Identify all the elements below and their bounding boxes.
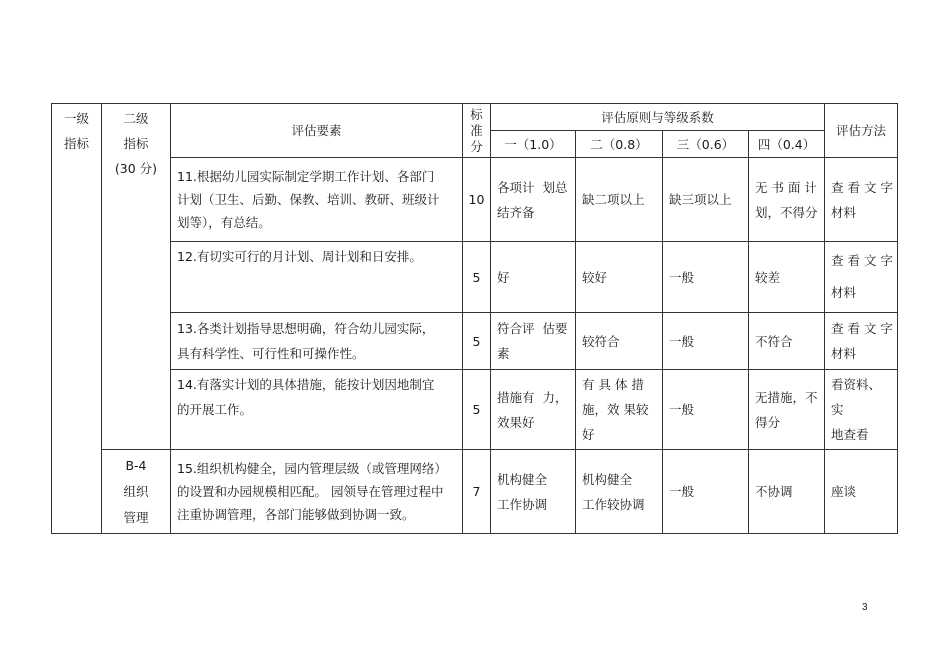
table-row [52, 370, 898, 450]
level1-header-line2: 指标 [63, 136, 89, 151]
grade-4-cell [749, 158, 825, 242]
grade-line: 结齐备 [497, 204, 535, 220]
score-cell: 5 [463, 370, 491, 450]
grade-4-cell [749, 370, 825, 450]
grade-line: 符合评 估要 [497, 321, 568, 336]
table-row [52, 450, 898, 534]
grade-line: 效果好 [497, 414, 535, 430]
grade-4-cell [749, 242, 825, 313]
grade-2-cell [576, 450, 663, 534]
grade-3-cell [663, 242, 749, 313]
method-line: 地查看 [831, 427, 869, 442]
level2-header-line2: 指标 [123, 136, 149, 151]
method-line: 看资料、实 [831, 377, 882, 417]
level1-header-line1: 一级 [63, 111, 89, 126]
method-line: 材料 [831, 346, 857, 361]
element-cell [171, 313, 463, 370]
method-cell [825, 242, 898, 313]
table-row [52, 158, 898, 242]
grade-line: 得分 [755, 414, 781, 430]
grade-line: 有 具 体 措 [582, 377, 644, 392]
grade-line: 一般 [669, 269, 695, 285]
score-header-line3: 分 [470, 138, 483, 154]
method-cell [825, 158, 898, 242]
grade-1-cell [491, 242, 576, 313]
grade-4-cell [749, 450, 825, 534]
grade-2-cell [576, 313, 663, 370]
grade-line: 划，不得分 [755, 204, 818, 220]
element-line: 15.组织机构健全，园内管理层级（或管理网络） [177, 461, 447, 476]
grade-1-cell [491, 313, 576, 370]
method-cell [825, 450, 898, 534]
element-line: 的开展工作。 [177, 402, 253, 417]
grade-line: 素 [497, 346, 510, 361]
grade-1-header: 一（1.0） [491, 131, 576, 158]
grade-3-cell [663, 450, 749, 534]
grade-line: 工作协调 [497, 496, 548, 512]
grade-line: 一般 [669, 484, 695, 499]
element-cell [171, 370, 463, 450]
grade-3-header: 三（0.6） [663, 131, 749, 158]
element-line: 12.有切实可行的月计划、周计划和日安排。 [177, 249, 422, 264]
grade-line: 好 [497, 269, 510, 285]
score-cell: 10 [463, 158, 491, 242]
score-header [463, 104, 491, 158]
score-header-line1: 标 [470, 106, 483, 122]
method-line: 查 看 文 字 [831, 321, 893, 336]
grade-line: 较符合 [582, 333, 620, 349]
method-line: 查 看 文 字 [831, 253, 893, 268]
grade-1-cell [491, 370, 576, 450]
level2-b4-cell [102, 450, 171, 534]
grade-line: 一般 [669, 402, 695, 417]
table-row [52, 313, 898, 370]
method-line: 材料 [831, 285, 857, 300]
level2-indicator-cell [102, 104, 171, 450]
grade-line: 好 [582, 427, 595, 442]
element-line: 具有科学性、可行性和可操作性。 [177, 346, 365, 361]
element-line: 划等），有总结。 [177, 215, 271, 230]
element-line: 计划（卫生、后勤、保教、培训、教研、班级计 [177, 192, 440, 207]
element-cell [171, 450, 463, 534]
grade-4-header: 四（0.4） [749, 131, 825, 158]
element-cell [171, 158, 463, 242]
grade-line: 施，效 果较 [582, 402, 649, 417]
principles-header: 评估原则与等级系数 [491, 104, 825, 131]
method-line: 座谈 [831, 484, 857, 499]
level2-header-line1: 二级 [123, 111, 149, 126]
level1-indicator-cell [52, 104, 102, 534]
grade-2-cell [576, 158, 663, 242]
grade-line: 缺二项以上 [582, 192, 645, 207]
grade-3-cell [663, 158, 749, 242]
grade-3-cell [663, 313, 749, 370]
grade-line: 机构健全 [497, 471, 548, 487]
grade-2-header: 二（0.8） [576, 131, 663, 158]
grade-line: 一般 [669, 333, 695, 349]
evaluation-table [51, 103, 898, 534]
grade-line: 机构健全 [582, 471, 633, 487]
elements-header: 评估要素 [171, 104, 463, 158]
element-line: 的设置和办园规模相匹配。 园领导在管理过程中 [177, 484, 444, 499]
grade-1-cell [491, 158, 576, 242]
page-number: 3 [862, 602, 868, 613]
grade-4-cell [749, 313, 825, 370]
method-cell [825, 313, 898, 370]
grade-2-cell [576, 242, 663, 313]
method-line: 查 看 文 字 [831, 179, 893, 195]
score-cell: 5 [463, 242, 491, 313]
level2-b4-line: B-4 [125, 457, 147, 473]
grade-2-cell [576, 370, 663, 450]
grade-line: 工作较协调 [582, 496, 645, 512]
score-header-line2: 准 [470, 122, 483, 138]
level2-b4-line: 管理 [123, 509, 149, 525]
grade-line: 不协调 [755, 484, 793, 499]
grade-line: 不符合 [755, 333, 793, 349]
level2-header-line3: (30 分) [114, 161, 158, 176]
grade-line: 较差 [755, 269, 781, 285]
method-line: 材料 [831, 204, 857, 220]
grade-line: 无措施，不 [755, 389, 818, 405]
grade-line: 较好 [582, 269, 608, 285]
element-cell [171, 242, 463, 313]
score-cell: 5 [463, 313, 491, 370]
method-cell [825, 370, 898, 450]
grade-line: 各项计 划总 [497, 179, 568, 195]
element-line: 注重协调管理，各部门能够做到协调一致。 [177, 507, 415, 522]
element-line: 14.有落实计划的具体措施，能按计划因地制宜 [177, 377, 435, 392]
grade-line: 无 书 面 计 [755, 179, 817, 195]
table-row [52, 242, 898, 313]
method-header: 评估方法 [825, 104, 898, 158]
grade-line: 措施有 力， [497, 389, 568, 405]
grade-line: 缺三项以上 [669, 192, 732, 207]
level2-b4-line: 组织 [123, 483, 149, 499]
grade-1-cell [491, 450, 576, 534]
element-line: 11.根据幼儿园实际制定学期工作计划、各部门 [177, 169, 435, 184]
score-cell: 7 [463, 450, 491, 534]
element-line: 13.各类计划指导思想明确，符合幼儿园实际， [177, 321, 435, 336]
grade-3-cell [663, 370, 749, 450]
